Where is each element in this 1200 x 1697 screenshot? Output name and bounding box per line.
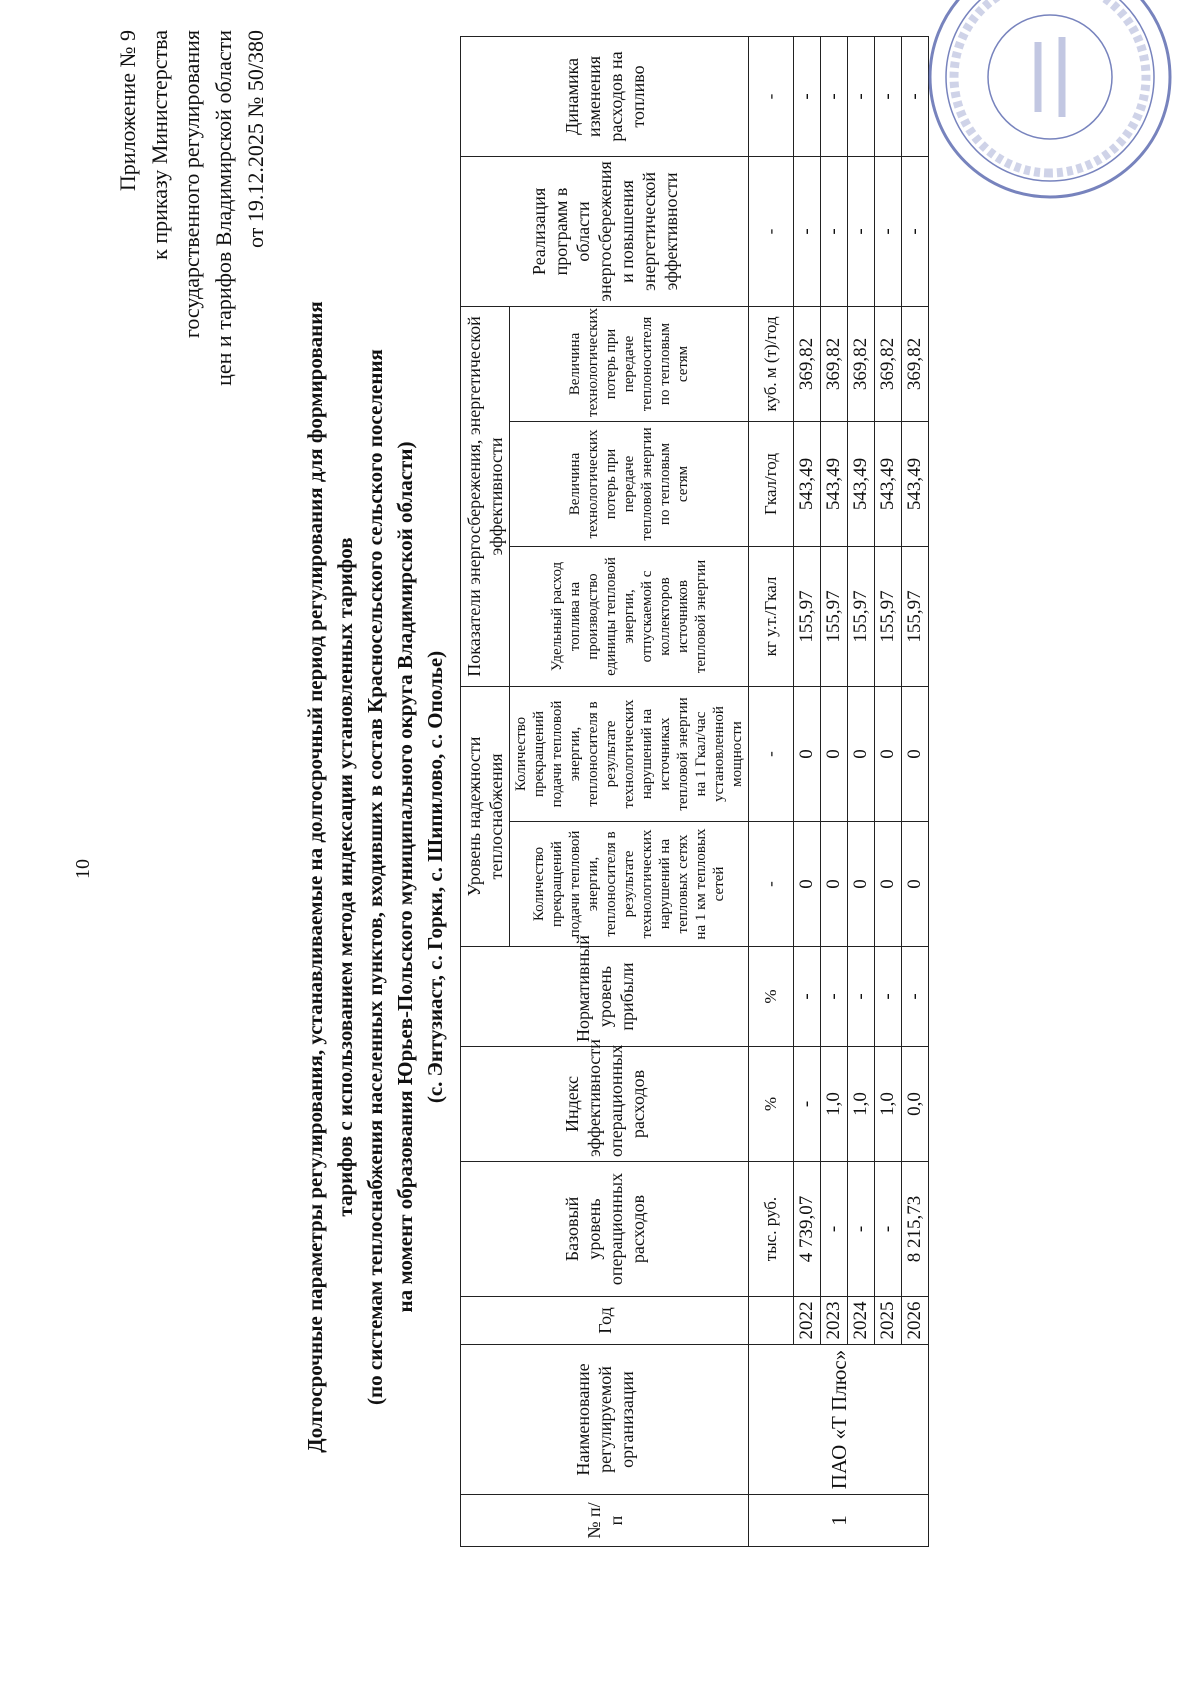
year-cell: 2025 <box>875 1297 902 1345</box>
title-line: Долгосрочные параметры регулирования, устанавливаемые на долгосрочный период регулирования для формирования <box>303 301 327 1453</box>
row-number: 1 <box>749 1495 929 1547</box>
program-cell: - <box>794 156 821 306</box>
title-line: (по системам теплоснабжения населенных пунктов, входивших в состав Красносельского сельского поселения <box>363 349 387 1405</box>
heat-loss-cell: 543,49 <box>848 421 875 546</box>
appendix-line: Приложение № 9 <box>115 30 140 192</box>
heat-loss-cell: 543,49 <box>875 421 902 546</box>
fuel-rate-cell: 155,97 <box>848 546 875 686</box>
subheader-heat-loss: Величина технологических потерь при передаче тепловой энергии по тепловым сетям <box>510 421 749 546</box>
network-interruptions-cell: 0 <box>875 822 902 947</box>
source-interruptions-cell: 0 <box>875 686 902 821</box>
source-interruptions-cell: 0 <box>794 686 821 821</box>
heat-loss-cell: 543,49 <box>821 421 848 546</box>
program-cell: - <box>821 156 848 306</box>
program-cell: - <box>875 156 902 306</box>
units-row <box>749 36 794 1546</box>
source-interruptions-cell: 0 <box>902 686 929 821</box>
profit-cell: - <box>821 947 848 1047</box>
profit-cell: - <box>848 947 875 1047</box>
profit-cell: - <box>902 947 929 1047</box>
carrier-loss-cell: 369,82 <box>821 306 848 421</box>
fuel-dynamics-cell: - <box>821 36 848 156</box>
unit-cell: - <box>749 156 794 306</box>
fuel-dynamics-cell: - <box>794 36 821 156</box>
unit-cell: % <box>749 1047 794 1162</box>
source-interruptions-cell: 0 <box>821 686 848 821</box>
heat-loss-cell: 543,49 <box>902 421 929 546</box>
efficiency-index-cell: 1,0 <box>848 1047 875 1162</box>
fuel-rate-cell: 155,97 <box>794 546 821 686</box>
base-cost-cell: - <box>821 1162 848 1297</box>
year-cell: 2022 <box>794 1297 821 1345</box>
appendix-line: цен и тарифов Владимирской области <box>211 30 236 386</box>
network-interruptions-cell: 0 <box>902 822 929 947</box>
unit-cell: % <box>749 947 794 1047</box>
header-num: № п/п <box>461 1495 749 1547</box>
network-interruptions-cell: 0 <box>848 822 875 947</box>
unit-cell: - <box>749 686 794 821</box>
appendix-line: от 19.12.2025 № 50/380 <box>243 30 268 248</box>
fuel-rate-cell: 155,97 <box>875 546 902 686</box>
page-number: 10 <box>72 859 94 879</box>
efficiency-index-cell: 0,0 <box>902 1047 929 1162</box>
unit-cell: - <box>749 822 794 947</box>
unit-cell: кг у.т./Гкал <box>749 546 794 686</box>
carrier-loss-cell: 369,82 <box>794 306 821 421</box>
carrier-loss-cell: 369,82 <box>902 306 929 421</box>
carrier-loss-cell: 369,82 <box>848 306 875 421</box>
profit-cell: - <box>794 947 821 1047</box>
heat-loss-cell: 543,49 <box>794 421 821 546</box>
title-line: тарифов с использованием метода индексации установленных тарифов <box>333 537 357 1217</box>
title-line: на момент образования Юрьев-Польского муниципального округа Владимирской области) <box>393 441 417 1313</box>
subheader-source-interruptions: Количество прекращений подачи тепловой энергии, теплоносителя в результате технологических нарушений на источниках тепловой энергии на 1 Гкал/час установленной мощности <box>510 686 749 821</box>
source-interruptions-cell: 0 <box>848 686 875 821</box>
carrier-loss-cell: 369,82 <box>875 306 902 421</box>
unit-cell <box>749 1297 794 1345</box>
header-fuel-dynamics: Динамика изменения расходов на топливо <box>461 36 749 156</box>
parameters-table <box>460 36 929 1547</box>
subheader-network-interruptions: Количество прекращений подачи тепловой энергии, теплоносителя в результате технологических нарушений на тепловых сетях на 1 км тепловых сетей <box>510 822 749 947</box>
network-interruptions-cell: 0 <box>794 822 821 947</box>
subheader-carrier-loss: Величина технологических потерь при передаче теплоносителя по тепловым сетям <box>510 306 749 421</box>
efficiency-index-cell: - <box>794 1047 821 1162</box>
table-row <box>821 36 848 1546</box>
fuel-dynamics-cell: - <box>848 36 875 156</box>
profit-cell: - <box>875 947 902 1047</box>
header-year: Год <box>461 1297 749 1345</box>
year-cell: 2023 <box>821 1297 848 1345</box>
fuel-rate-cell: 155,97 <box>902 546 929 686</box>
fuel-dynamics-cell: - <box>875 36 902 156</box>
organization-name: ПАО «Т Плюс» <box>749 1345 929 1495</box>
base-cost-cell: - <box>875 1162 902 1297</box>
unit-cell: Гкал/год <box>749 421 794 546</box>
unit-cell: куб. м (т)/год <box>749 306 794 421</box>
base-cost-cell: 8 215,73 <box>902 1162 929 1297</box>
appendix-line: государственного регулирования <box>179 30 204 339</box>
header-base-cost: Базовый уровень операционных расходов <box>461 1162 749 1297</box>
table-row <box>875 36 902 1546</box>
year-cell: 2024 <box>848 1297 875 1345</box>
official-seal-stamp <box>920 0 1180 207</box>
base-cost-cell: - <box>848 1162 875 1297</box>
header-reliability: Уровень надежности теплоснабжения <box>461 686 510 946</box>
header-organization: Наименование регулируемой организации <box>461 1345 749 1495</box>
year-cell: 2026 <box>902 1297 929 1345</box>
header-profit-level: Нормативный уровень прибыли <box>461 947 749 1047</box>
table-row <box>794 36 821 1546</box>
unit-cell: тыс. руб. <box>749 1162 794 1297</box>
appendix-block <box>112 30 272 550</box>
table-row <box>902 36 929 1546</box>
program-cell: - <box>848 156 875 306</box>
program-cell: - <box>902 156 929 306</box>
table-row <box>848 36 875 1546</box>
header-energy-program: Реализация программ в области энергосбережения и повышения энергетической эффективности <box>461 156 749 306</box>
fuel-rate-cell: 155,97 <box>821 546 848 686</box>
fuel-dynamics-cell: - <box>902 36 929 156</box>
efficiency-index-cell: 1,0 <box>875 1047 902 1162</box>
network-interruptions-cell: 0 <box>821 822 848 947</box>
header-efficiency-index: Индекс эффективности операционных расходов <box>461 1047 749 1162</box>
header-energy-indicators: Показатели энергосбережения, энергетической эффективности <box>461 306 510 686</box>
base-cost-cell: 4 739,07 <box>794 1162 821 1297</box>
efficiency-index-cell: 1,0 <box>821 1047 848 1162</box>
unit-cell: - <box>749 36 794 156</box>
title-line: (с. Энтузиаст, с. Горки, с. Шипилово, с. Ополье) <box>423 650 447 1104</box>
document-title <box>300 227 450 1527</box>
appendix-line: к приказу Министерства <box>147 30 172 260</box>
subheader-fuel-rate: Удельный расход топлива на производство единицы тепловой энергии, отпускаемой с коллекторов источников тепловой энергии <box>510 546 749 686</box>
